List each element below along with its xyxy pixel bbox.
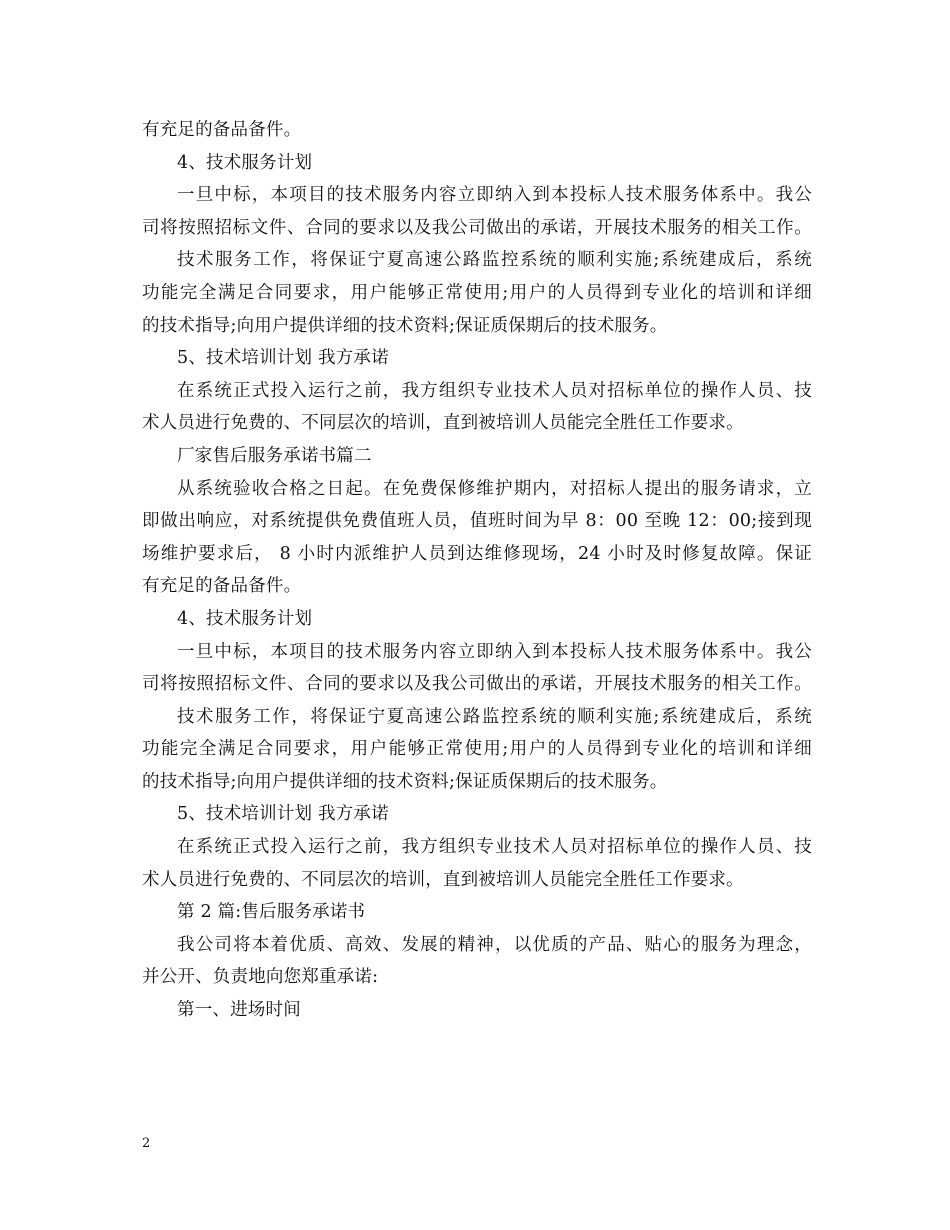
text-line: 的技术指导;向用户提供详细的技术资料;保证质保期后的技术服务。 bbox=[142, 315, 668, 336]
text-line: 技术服务工作，将保证宁夏高速公路监控系统的顺利实施;系统建成后，系统 bbox=[177, 706, 812, 727]
text-line: 的技术指导;向用户提供详细的技术资料;保证质保期后的技术服务。 bbox=[142, 771, 668, 792]
text-line: 即做出响应，对系统提供免费值班人员，值班时间为早 8：00 至晚 12：00;接到现 bbox=[142, 511, 812, 532]
text-line: 第一、进场时间 bbox=[177, 1000, 301, 1021]
text-line: 有充足的备品备件。 bbox=[142, 576, 302, 597]
text-line: 一旦中标，本项目的技术服务内容立即纳入到本投标人技术服务体系中。我公 bbox=[177, 185, 812, 206]
text-line: 一旦中标，本项目的技术服务内容立即纳入到本投标人技术服务体系中。我公 bbox=[177, 641, 812, 662]
text-line: 第 2 篇:售后服务承诺书 bbox=[177, 902, 366, 923]
text-line: 有充足的备品备件。 bbox=[142, 120, 302, 140]
text-line: 功能完全满足合同要求，用户能够正常使用;用户的人员得到专业化的培训和详细 bbox=[142, 282, 812, 303]
text-line: 术人员进行免费的、不同层次的培训，直到被培训人员能完全胜任工作要求。 bbox=[142, 413, 744, 434]
text-line: 4、技术服务计划 bbox=[177, 152, 313, 173]
text-line: 5、技术培训计划 我方承诺 bbox=[177, 804, 389, 825]
text-line: 司将按照招标文件、合同的要求以及我公司做出的承诺，开展技术服务的相关工作。 bbox=[142, 217, 812, 238]
text-line: 司将按照招标文件、合同的要求以及我公司做出的承诺，开展技术服务的相关工作。 bbox=[142, 674, 812, 695]
text-line: 4、技术服务计划 bbox=[177, 608, 313, 629]
text-line: 技术服务工作，将保证宁夏高速公路监控系统的顺利实施;系统建成后，系统 bbox=[177, 250, 812, 271]
text-line: 术人员进行免费的、不同层次的培训，直到被培训人员能完全胜任工作要求。 bbox=[142, 869, 744, 890]
text-line: 在系统正式投入运行之前，我方组织专业技术人员对招标单位的操作人员、技 bbox=[177, 380, 812, 401]
text-line: 厂家售后服务承诺书篇二 bbox=[177, 445, 372, 466]
text-line: 场维护要求后， 8 小时内派维护人员到达维修现场，24 小时及时修复故障。保证 bbox=[142, 543, 812, 564]
text-line: 从系统验收合格之日起。在免费保修维护期内，对招标人提出的服务请求，立 bbox=[177, 478, 812, 499]
page-number: 2 bbox=[142, 1136, 151, 1151]
text-line: 在系统正式投入运行之前，我方组织专业技术人员对招标单位的操作人员、技 bbox=[177, 837, 812, 858]
text-line: 5、技术培训计划 我方承诺 bbox=[177, 348, 389, 369]
text-line: 我公司将本着优质、高效、发展的精神，以优质的产品、贴心的服务为理念， bbox=[177, 934, 812, 955]
document-body bbox=[142, 114, 812, 1027]
text-line: 功能完全满足合同要求，用户能够正常使用;用户的人员得到专业化的培训和详细 bbox=[142, 739, 812, 760]
text-line: 并公开、负责地向您郑重承诺: bbox=[142, 967, 379, 988]
